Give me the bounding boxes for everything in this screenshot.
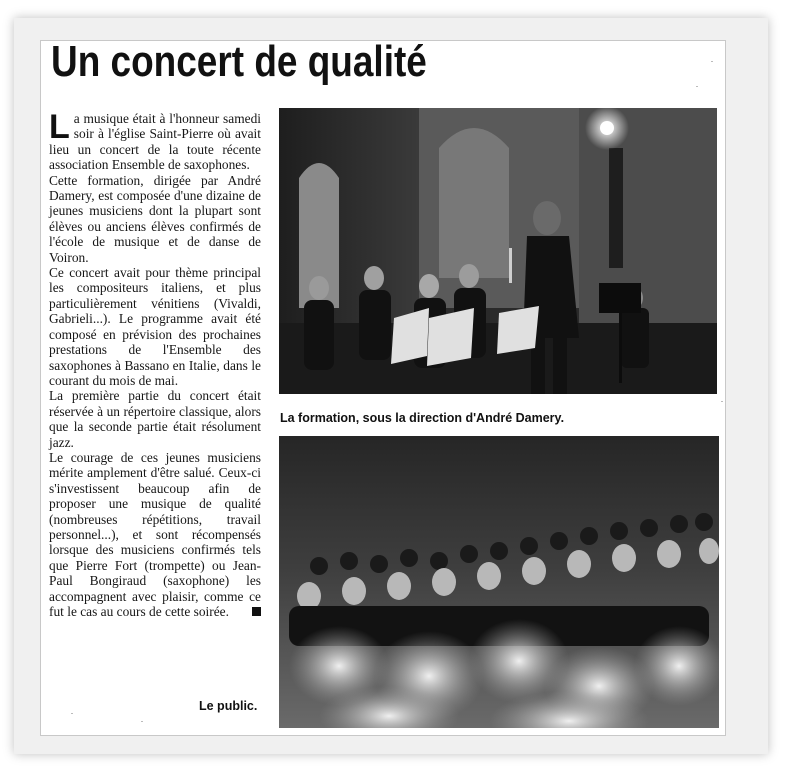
article-body — [49, 108, 261, 619]
newspaper-clipping — [40, 40, 726, 736]
scan-speck — [721, 401, 723, 402]
article-paragraph-2: Cette formation, dirigée par André Damery, est composée d'une dizaine de jeunes musiciens dont la plupart sont élèves ou anciens élèves confirmés de l'école de musique et de danse de Voiron. — [49, 172, 261, 265]
article-paragraph-4: La première partie du concert était réservée à un répertoire classique, alors que la seconde partie était résolument jazz. — [49, 388, 261, 450]
article-paragraph-1 — [49, 108, 261, 173]
scan-speck — [711, 61, 713, 62]
end-mark — [252, 607, 261, 616]
article-paragraph-5 — [49, 450, 261, 619]
scan-speck — [141, 721, 143, 722]
paragraph-text: Le courage de ces jeunes musiciens mérite amplement d'être salué. Ceux-ci s'investissent beaucoup afin de proposer une musique de qualité (nombreuses répétitions, travail personnel...), et sont récompensés lorsque des musiciens confirmés tels que Pierre Fort (trompette) ou Jean-Paul Bongiraud (saxophone) les accompagnent avec plaisir, comme ce fut le cas au cours de cette soirée. — [49, 449, 261, 619]
headline: Un concert de qualité — [51, 40, 427, 86]
scan-speck — [71, 713, 73, 714]
concert-photo — [279, 108, 717, 394]
paragraph-text: a musique était à l'honneur samedi soir à l'église Saint-Pierre où avait lieu un concert de la toute récente association Ensemble de saxophones. — [49, 111, 261, 173]
concert-photo-caption: La formation, sous la direction d'André Damery. — [280, 411, 565, 425]
drop-cap: L — [49, 108, 70, 146]
scan-speck — [696, 86, 698, 87]
article-paragraph-3: Ce concert avait pour thème principal les compositeurs italiens, et plus particulièrement vénitiens (Vivaldi, Gabrieli...). Le programme avait été composé en prévision des prochaines prestations de l'Ensemble des saxophones à Bassano en Italie, dans le courant du mois de mai. — [49, 265, 261, 388]
audience-photo-caption: Le public. — [199, 699, 258, 713]
audience-photo — [279, 436, 719, 728]
